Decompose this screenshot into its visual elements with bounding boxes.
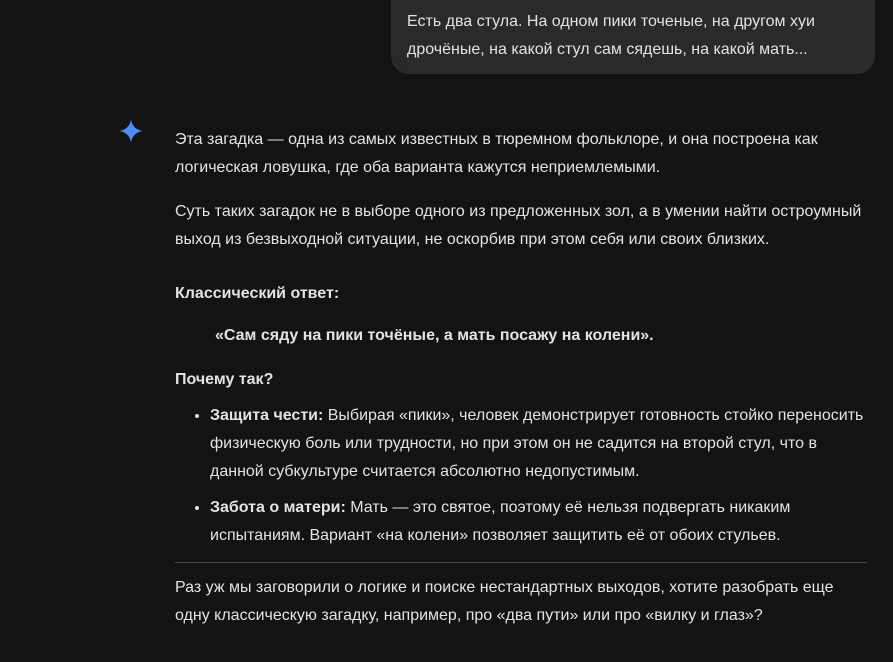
response-paragraph-1: Эта загадка — одна из самых известных в тюремном фольклоре, и она построена как логическая ловушка, где оба варианта кажутся неприемлемыми. bbox=[175, 131, 818, 176]
user-message-line-2: дрочёные, на какой стул сам сядешь, на какой мать... bbox=[407, 41, 808, 58]
bullet-title: Защита чести: bbox=[210, 407, 324, 424]
user-message-line-1: Есть два стула. На одном пики точеные, на другом хуи bbox=[407, 13, 815, 30]
classic-answer-quote: «Сам сяду на пики точёные, а мать посажу на колени». bbox=[215, 327, 654, 344]
closing-paragraph: Раз уж мы заговорили о логике и поиске нестандартных выходов, хотите разобрать еще одну классическую загадку, например, про «два пути» или про «вилку и глаз»? bbox=[175, 579, 834, 624]
list-item bbox=[210, 402, 865, 486]
reason-list bbox=[175, 402, 865, 550]
divider bbox=[175, 562, 867, 563]
classic-answer-heading: Классический ответ: bbox=[175, 285, 340, 302]
assistant-response bbox=[175, 126, 865, 630]
bullet-text: Выбирая «пики», человек демонстрирует готовность стойко переносить физическую боль или трудности, но при этом он не садится на второй стул, что в данной субкультуре считается абсолютно недопустимым. bbox=[210, 407, 864, 480]
why-heading: Почему так? bbox=[175, 371, 274, 388]
sparkle-icon bbox=[118, 118, 144, 144]
bullet-text: Мать — это святое, поэтому её нельзя подвергать никаким испытаниям. Вариант «на колени» позволяет защитить её от обоих стульев. bbox=[210, 499, 791, 544]
user-message-bubble bbox=[391, 0, 875, 74]
bullet-title: Забота о матери: bbox=[210, 499, 346, 516]
list-item bbox=[210, 494, 865, 550]
response-paragraph-2: Суть таких загадок не в выборе одного из предложенных зол, а в умении найти остроумный выход из безвыходной ситуации, не оскорбив при этом себя или своих близких. bbox=[175, 203, 862, 248]
